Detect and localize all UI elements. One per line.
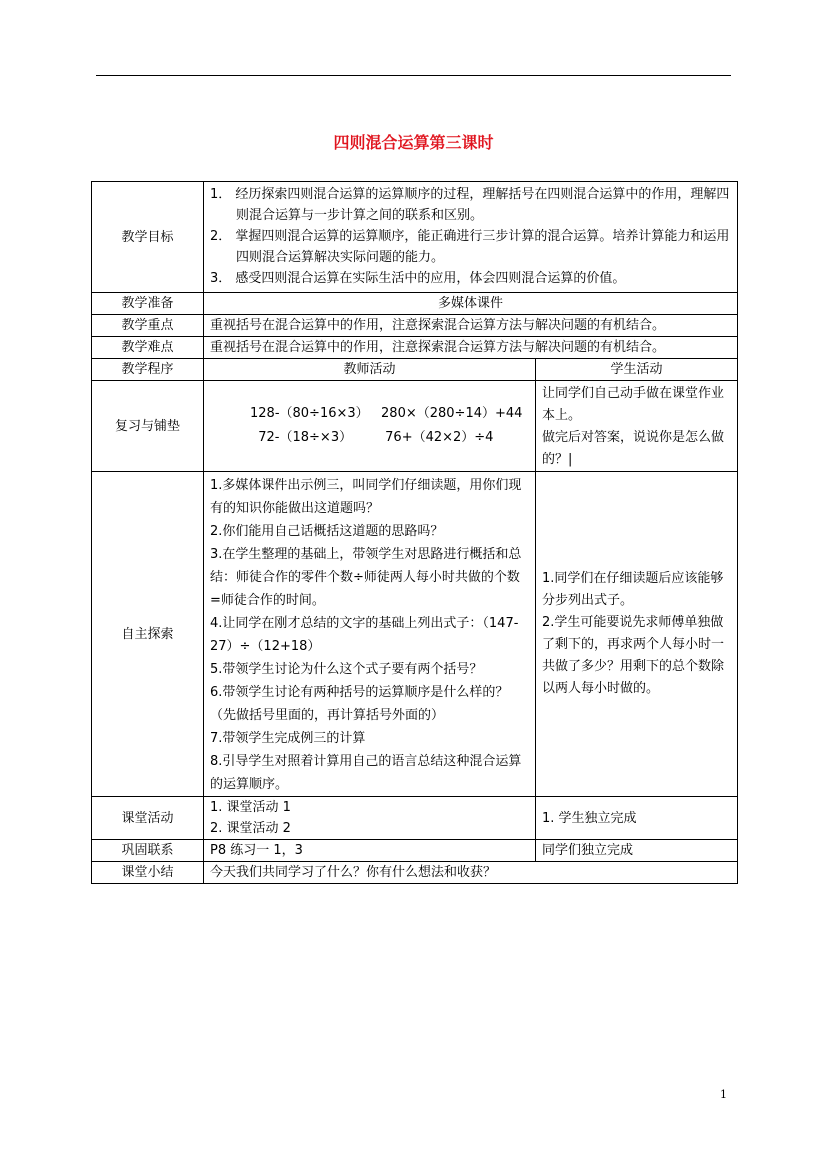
label-explore: 自主探索: [92, 472, 204, 797]
goal-item: 3． 感受四则混合运算在实际生活中的应用，体会四则混合运算的价值。: [210, 271, 626, 286]
step-item: 5.带领学生讨论为什么这个式子要有两个括号？: [210, 662, 483, 677]
page-title: 四则混合运算第三课时: [333, 133, 494, 152]
calc-line: 128-（80÷16×3） 280×（280÷14）+44: [250, 406, 523, 421]
student-text: 让同学们自己动手做在课堂作业本上。: [542, 386, 725, 423]
activity-teacher: [204, 797, 536, 840]
practice-student: 同学们独立完成: [536, 840, 738, 862]
activity-item: 2. 课堂活动 2: [210, 821, 291, 836]
row-explore: [92, 472, 738, 797]
step-item: 1.多媒体课件出示例三，叫同学们仔细读题，用你们现有的知识你能做出这道题吗？: [210, 478, 522, 516]
goals-cell: [204, 182, 738, 293]
goal-item: 2． 掌握四则混合运算的运算顺序，能正确进行三步计算的混合运算。培养计算能力和运用四则混合运算解决实际问题的能力。: [210, 229, 730, 265]
student-activity-header: 学生活动: [536, 359, 738, 381]
calc-line: 72-（18÷×3） 76+（42×2）÷4: [250, 430, 494, 445]
header-rule: [96, 75, 731, 76]
goal-item: 1． 经历探索四则混合运算的运算顺序的过程，理解括号在四则混合运算中的作用，理解四则混合运算与一步计算之间的联系和区别。: [210, 187, 730, 223]
label-practice: 巩固联系: [92, 840, 204, 862]
step-item: 4.让同学在刚才总结的文字的基础上列出式子：（147-27）÷（12+18）: [210, 616, 519, 654]
row-key: [92, 315, 738, 337]
key-content: 重视括号在混合运算中的作用，注意探索混合运算方法与解决问题的有机结合。: [204, 315, 738, 337]
step-item: 2.你们能用自己话概括这道题的思路吗？: [210, 524, 444, 539]
label-prep: 教学准备: [92, 293, 204, 315]
row-procedure: [92, 359, 738, 381]
step-item: 7.带领学生完成例三的计算: [210, 731, 366, 746]
row-goals: [92, 182, 738, 293]
lesson-plan-table: [91, 181, 738, 884]
student-text: 做完后对答案，说说你是怎么做的？|: [542, 430, 725, 467]
student-text: 1.同学们在仔细读题后应该能够分步列出式子。: [542, 571, 724, 608]
activity-student: 1. 学生独立完成: [536, 797, 738, 840]
summary-content: 今天我们共同学习了什么？你有什么想法和收获？: [204, 862, 738, 884]
review-student: [536, 381, 738, 472]
label-difficult: 教学难点: [92, 337, 204, 359]
review-calculations: [204, 381, 536, 472]
step-item: 3.在学生整理的基础上，带领学生对思路进行概括和总结：师徒合作的零件个数÷师徒两人每小时共做的个数=师徒合作的时间。: [210, 547, 522, 608]
row-activity: [92, 797, 738, 840]
row-practice: [92, 840, 738, 862]
explore-teacher: [204, 472, 536, 797]
page-number: 1: [720, 1088, 727, 1101]
label-key: 教学重点: [92, 315, 204, 337]
step-item: 6.带领学生讨论有两种括号的运算顺序是什么样的？（先做括号里面的，再计算括号外面的）: [210, 685, 509, 723]
practice-teacher: P8 练习一 1，3: [204, 840, 536, 862]
step-item: 8.引导学生对照着计算用自己的语言总结这种混合运算的运算顺序。: [210, 754, 522, 792]
activity-item: 1. 课堂活动 1: [210, 800, 291, 815]
label-review: 复习与铺垫: [92, 381, 204, 472]
student-text: 2.学生可能要说先求师傅单独做了剩下的，再求两个人每小时一共做了多少？用剩下的总个数除以两人每小时做的。: [542, 615, 725, 696]
explore-student: [536, 472, 738, 797]
row-summary: [92, 862, 738, 884]
prep-content: 多媒体课件: [204, 293, 738, 315]
label-activity: 课堂活动: [92, 797, 204, 840]
label-procedure: 教学程序: [92, 359, 204, 381]
label-goals: 教学目标: [92, 182, 204, 293]
difficult-content: 重视括号在混合运算中的作用，注意探索混合运算方法与解决问题的有机结合。: [204, 337, 738, 359]
row-review: [92, 381, 738, 472]
label-summary: 课堂小结: [92, 862, 204, 884]
teacher-activity-header: 教师活动: [204, 359, 536, 381]
goals-list: [210, 182, 731, 292]
row-difficult: [92, 337, 738, 359]
row-prep: [92, 293, 738, 315]
